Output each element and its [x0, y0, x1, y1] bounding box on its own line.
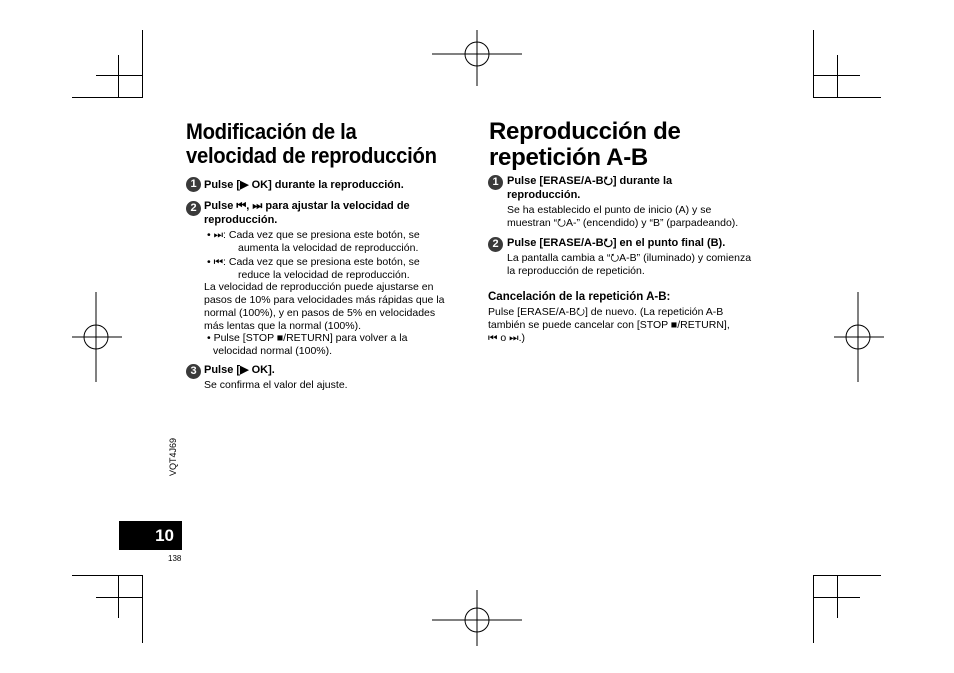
crop-mark: [96, 75, 143, 76]
crop-mark: [813, 75, 860, 76]
step-3-note: Se confirma el valor del ajuste.: [204, 379, 348, 391]
step-1-text: Pulse [▶ OK] durante la reproducción.: [204, 179, 404, 191]
registration-mark: [432, 30, 522, 86]
small-page-number: 138: [168, 554, 182, 563]
registration-mark: [72, 292, 122, 382]
crop-mark: [813, 575, 814, 643]
bullet-stop-return: • Pulse [STOP ■/RETURN] para volver a la velocidad normal (100%).: [207, 332, 408, 357]
page-number: 10: [155, 526, 174, 545]
step-1-text: Pulse [ERASE/A-B⭮] durante la reproducción.: [507, 175, 673, 201]
step-number-2: 2: [488, 237, 503, 252]
crop-mark: [813, 97, 881, 98]
crop-mark: [813, 575, 881, 576]
cancel-title: Cancelación de la repetición A-B:: [488, 291, 671, 303]
crop-mark: [142, 575, 143, 643]
step-2-text: Pulse ⏮, ⏭ para ajustar la velocidad de reproducción.: [204, 200, 410, 226]
page-number-box: [119, 521, 182, 550]
step-3-text: Pulse [▶ OK].: [204, 364, 275, 376]
step-2-note: La pantalla cambia a “⭮A-B” (iluminado) y comienza la reproducción de repetición.: [507, 252, 752, 277]
step-number-3: 3: [186, 364, 201, 379]
crop-mark: [96, 597, 143, 598]
speed-paragraph: La velocidad de reproducción puede ajustarse en pasos de 10% para velocidades más rápidas que la normal (100%), y en pasos de 5% en velocidades más lentas que la normal (100%).: [204, 281, 445, 332]
step-2-text: Pulse [ERASE/A-B⭮] en el punto final (B).: [507, 237, 726, 249]
crop-mark: [142, 30, 143, 98]
section-title: Modificación de la velocidad de reproducción: [186, 119, 437, 168]
crop-mark: [72, 575, 143, 576]
step-1-note: Se ha establecido el punto de inicio (A) y se muestran “⭮A-” (encendido) y “B” (parpadeando).: [507, 204, 739, 229]
step-number-1: 1: [488, 175, 503, 190]
step-number-2: 2: [186, 201, 201, 216]
registration-mark: [432, 590, 522, 646]
crop-mark: [837, 55, 838, 98]
crop-mark: [118, 55, 119, 98]
section-title: Reproducción de repetición A-B: [489, 118, 681, 171]
doc-code: VQT4J69: [168, 437, 178, 476]
step-number-1: 1: [186, 177, 201, 192]
crop-mark: [813, 30, 814, 98]
registration-mark: [834, 292, 884, 382]
crop-mark: [813, 597, 860, 598]
bullet-fast-forward: • ⏭: Cada vez que se presiona este botón, se aumenta la velocidad de reproducción.: [207, 229, 420, 254]
cancel-paragraph: Pulse [ERASE/A-B⭮] de nuevo. (La repetición A-B también se puede cancelar con [STOP ■/RETURN], ⏮ o ⏭.): [488, 306, 730, 344]
bullet-rewind: • ⏮: Cada vez que se presiona este botón, se reduce la velocidad de reproducción.: [207, 256, 420, 281]
crop-mark: [72, 97, 143, 98]
